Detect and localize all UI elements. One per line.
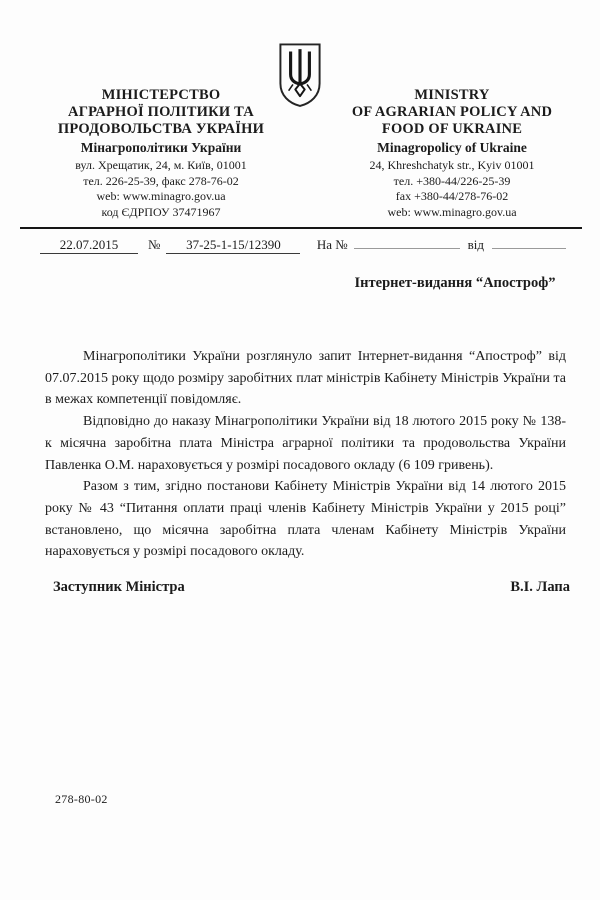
website-line: web: www.minagro.gov.ua <box>96 189 226 204</box>
letter-date: 22.07.2015 <box>40 237 138 254</box>
ministry-title-line: МІНІСТЕРСТВО <box>101 87 221 103</box>
address-line: вул. Хрещатик, 24, м. Київ, 01001 <box>75 158 247 172</box>
website-line-en: web: www.minagro.gov.ua <box>387 204 517 219</box>
letter-number: 37-25-1-15/12390 <box>166 237 300 254</box>
letterhead-ukrainian <box>28 87 294 220</box>
phone-fax-line: тел. 226-25-39, факс 278-76-02 <box>83 173 239 188</box>
outgoing-reference <box>40 237 300 254</box>
ministry-short-name-en: Minagropolicy of Ukraine <box>377 140 527 155</box>
ministry-title-line-en: FOOD OF UKRAINE <box>381 121 523 137</box>
letterhead-divider <box>20 227 582 229</box>
signer-position: Заступник Міністра <box>53 579 185 595</box>
letter-body <box>45 346 566 563</box>
incoming-number-label: На № <box>316 237 348 252</box>
signature-row <box>53 579 570 596</box>
signer-name: В.І. Лапа <box>510 579 570 595</box>
incoming-number-blank <box>354 236 460 249</box>
addressee: Інтернет-видання “Апостроф” <box>354 275 556 291</box>
phone-line-en: тел. +380-44/226-25-39 <box>393 173 511 188</box>
executor-phone: 278-80-02 <box>55 792 108 806</box>
body-paragraph: Відповідно до наказу Мінагрополітики України від 18 лютого 2015 року № 138-к місячна заробітна плата Міністра аграрної політики та продовольства України Павленка О.М. нараховується у розмірі посадового окладу (6 109 гривень). <box>45 414 566 473</box>
ministry-title-line-en: OF AGRARIAN POLICY AND <box>351 104 553 120</box>
address-line-en: 24, Khreshchatyk str., Kyiv 01001 <box>369 158 535 172</box>
fax-line-en: fax +380-44/278-76-02 <box>395 189 509 204</box>
letterhead-english <box>324 87 580 220</box>
incoming-reference <box>317 236 566 253</box>
number-sign-label: № <box>148 237 161 252</box>
ministry-short-name: Мінагрополітики України <box>80 140 242 155</box>
letterhead <box>28 87 580 220</box>
incoming-date-blank <box>492 236 566 249</box>
edrpou-code-line: код ЄДРПОУ 37471967 <box>101 204 221 219</box>
ministry-title-line: АГРАРНОЇ ПОЛІТИКИ ТА <box>68 104 254 120</box>
incoming-date-label: від <box>467 237 484 252</box>
body-paragraph: Мінагрополітики України розглянуло запит Інтернет-видання “Апостроф” від 07.07.2015 року щодо розміру заробітних плат міністрів Кабінету Міністрів України та в межах компетенції повідомляє. <box>45 349 566 408</box>
body-paragraph: Разом з тим, згідно постанови Кабінету Міністрів України від 14 лютого 2015 року № 43 “Питання оплати праці членів Кабінету Міністрів України у 2015 році” встановлено, що місячна заробітна плата членам Кабінету Міністрів України нараховується у розмірі посадового окладу. <box>45 479 566 560</box>
ministry-title-line: ПРОДОВОЛЬСТВА УКРАЇНИ <box>57 121 265 137</box>
ministry-title-line-en: MINISTRY <box>414 87 490 103</box>
reference-row <box>40 236 566 254</box>
